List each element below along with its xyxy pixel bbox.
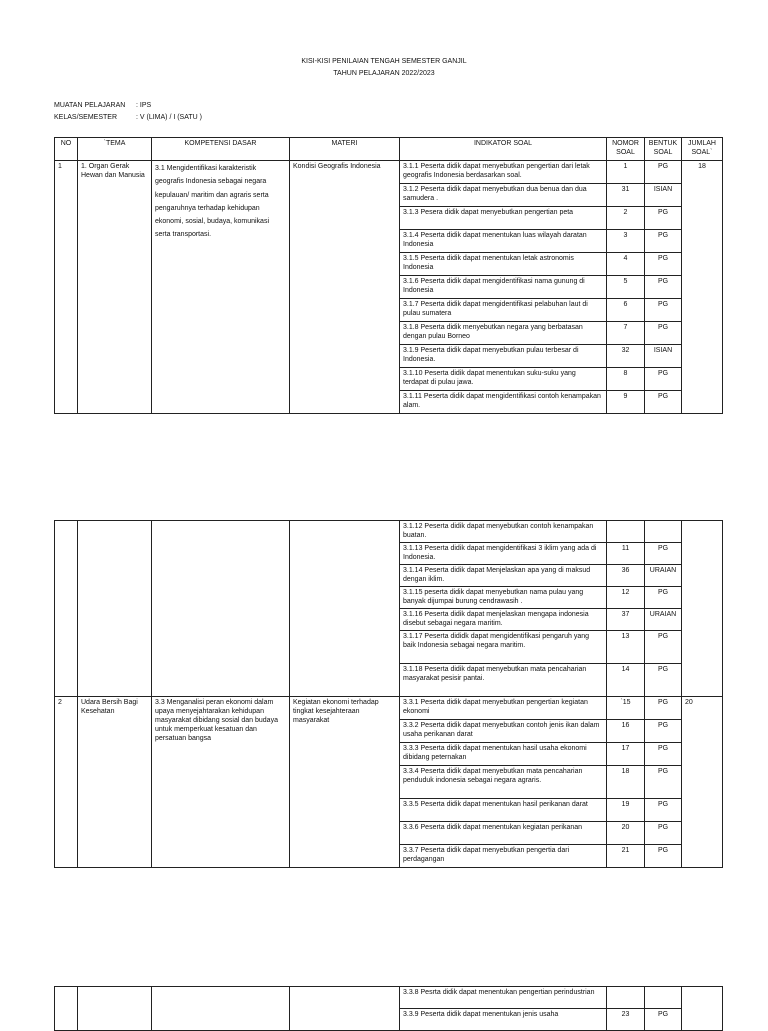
cell-tema: Udara Bersih Bagi Kesehatan: [78, 697, 152, 868]
cell-nomor-soal: 8: [607, 368, 645, 391]
table-row: [55, 697, 723, 720]
cell-indikator: 3.1.8 Peserta didik menyebutkan negara yang berbatasan dengan pulau Borneo: [400, 322, 607, 345]
cell-indikator: 3.1.5 Peserta didik dapat menentukan letak astronomis Indonesia: [400, 253, 607, 276]
cell-bentuk-soal: PG: [645, 631, 682, 664]
cell-nomor-soal: 9: [607, 391, 645, 414]
cell-indikator: 3.3.9 Peserta didik dapat menentukan jenis usaha: [400, 1009, 607, 1031]
cell-nomor-soal: 11: [607, 543, 645, 565]
cell-kompetensi-dasar: 3.1 Mengidentifikasi karakteristik geografis Indonesia sebagai negara kepulauan/ maritim dan agraris serta pengaruhnya terhadap kehidupan ekonomi, sosial, budaya, komunikasi serta transportasi.: [152, 161, 290, 414]
cell-bentuk-soal: ISIAN: [645, 184, 682, 207]
muatan-label: MUATAN PELAJARAN: [54, 102, 126, 109]
cell-bentuk-soal: PG: [645, 543, 682, 565]
cell-indikator: 3.1.15 peserta didik dapat menyebutkan nama pulau yang banyak dijumpai burung cendrawasih .: [400, 587, 607, 609]
cell-bentuk-soal: PG: [645, 720, 682, 743]
cell-nomor-soal: 12: [607, 587, 645, 609]
cell-nomor-soal: 21: [607, 845, 645, 868]
col-header-indikator: INDIKATOR SOAL: [400, 138, 607, 161]
cell-indikator: 3.3.5 Peserta didik dapat menentukan hasil perikanan darat: [400, 799, 607, 822]
cell-nomor-soal: 20: [607, 822, 645, 845]
cell-nomor-soal: 23: [607, 1009, 645, 1031]
cell-indikator: 3.1.10 Peserta didik dapat menentukan suku-suku yang terdapat di pulau jawa.: [400, 368, 607, 391]
cell-nomor-soal: 2: [607, 207, 645, 230]
cell-bentuk-soal: PG: [645, 230, 682, 253]
col-header-no: NO: [55, 138, 78, 161]
cell-materi: Kegiatan ekonomi terhadap tingkat kesejahteraan masyarakat: [290, 697, 400, 868]
cell-indikator: 3.3.2 Peserta didik dapat menyebutkan contoh jenis ikan dalam usaha perikanan darat: [400, 720, 607, 743]
meta-muatan: [54, 101, 151, 110]
cell-no: [55, 521, 78, 697]
meta-kelas: [54, 113, 202, 122]
cell-nomor-soal: 16: [607, 720, 645, 743]
cell-indikator: 3.1.12 Peserta didik dapat menyebutkan contoh kenampakan buatan.: [400, 521, 607, 543]
cell-bentuk-soal: PG: [645, 697, 682, 720]
kisi-table-page-1: [54, 137, 723, 414]
cell-nomor-soal: 31: [607, 184, 645, 207]
cell-materi: [290, 521, 400, 697]
cell-bentuk-soal: PG: [645, 391, 682, 414]
cell-nomor-soal: 13: [607, 631, 645, 664]
cell-nomor-soal: 36: [607, 565, 645, 587]
cell-bentuk-soal: ISIAN: [645, 345, 682, 368]
cell-bentuk-soal: PG: [645, 1009, 682, 1031]
cell-nomor-soal: 3: [607, 230, 645, 253]
table-header-row: [55, 138, 723, 161]
cell-bentuk-soal: PG: [645, 207, 682, 230]
kelas-label: KELAS/SEMESTER: [54, 114, 118, 121]
cell-indikator: 3.1.11 Peserta didik dapat mengidentifikasi contoh kenampakan alam.: [400, 391, 607, 414]
document-title: KISI-KISI PENILAIAN TENGAH SEMESTER GANJIL: [301, 58, 467, 65]
cell-indikator: 3.1.13 Peserta didik dapat mengidentifikasi 3 iklim yang ada di Indonesia.: [400, 543, 607, 565]
cell-bentuk-soal: PG: [645, 766, 682, 799]
cell-bentuk-soal: PG: [645, 845, 682, 868]
cell-bentuk-soal: PG: [645, 322, 682, 345]
col-header-kd: KOMPETENSI DASAR: [152, 138, 290, 161]
cell-indikator: 3.3.1 Peserta didik dapat menyebutkan pengertian kegiatan ekonomi: [400, 697, 607, 720]
cell-jumlah-soal: 20: [682, 697, 723, 868]
cell-nomor-soal: 17: [607, 743, 645, 766]
cell-indikator: 3.1.16 Peserta didik dapat menjelaskan mengapa indonesia disebut sebagai negara maritim.: [400, 609, 607, 631]
cell-nomor-soal: [607, 987, 645, 1009]
cell-bentuk-soal: PG: [645, 253, 682, 276]
cell-bentuk-soal: PG: [645, 161, 682, 184]
table-row: [55, 521, 723, 543]
cell-jumlah-soal: [682, 521, 723, 697]
cell-nomor-soal: 5: [607, 276, 645, 299]
cell-bentuk-soal: [645, 987, 682, 1009]
kisi-table-page-3: [54, 986, 723, 1031]
cell-nomor-soal: 6: [607, 299, 645, 322]
cell-nomor-soal: [607, 521, 645, 543]
cell-nomor-soal: `15: [607, 697, 645, 720]
col-header-tema: `TEMA: [78, 138, 152, 161]
cell-bentuk-soal: URAIAN: [645, 609, 682, 631]
col-header-materi: MATERI: [290, 138, 400, 161]
cell-bentuk-soal: PG: [645, 664, 682, 697]
col-header-nomor: NOMOR SOAL: [607, 138, 645, 161]
cell-bentuk-soal: [645, 521, 682, 543]
table-row: [55, 161, 723, 184]
muatan-value: : IPS: [136, 102, 152, 109]
cell-nomor-soal: 19: [607, 799, 645, 822]
cell-nomor-soal: 4: [607, 253, 645, 276]
cell-bentuk-soal: URAIAN: [645, 565, 682, 587]
cell-indikator: 3.3.3 Peserta didik dapat menentukan hasil usaha ekonomi dibidang peternakan: [400, 743, 607, 766]
cell-bentuk-soal: PG: [645, 299, 682, 322]
cell-indikator: 3.1.17 Peserta dididk dapat mengidentifikasi pengaruh yang baik Indonesia sebagai negara maritim.: [400, 631, 607, 664]
cell-indikator: 3.3.4 Peserta didik dapat menyebutkan mata pencaharian penduduk indonesia sebagai negara agraris.: [400, 766, 607, 799]
cell-kompetensi-dasar: 3.3 Menganalisi peran ekonomi dalam upaya menyejahtarakan kehidupan masyarakat dibidang sosial dan budaya untuk memperkuat kesatuan dan persatuan bangsa: [152, 697, 290, 868]
cell-tema: [78, 521, 152, 697]
cell-nomor-soal: 1: [607, 161, 645, 184]
document-subtitle: TAHUN PELAJARAN 2022/2023: [333, 70, 435, 77]
cell-bentuk-soal: PG: [645, 368, 682, 391]
cell-bentuk-soal: PG: [645, 587, 682, 609]
cell-indikator: 3.3.8 Pesrta didik dapat menentukan pengertian perindustrian: [400, 987, 607, 1009]
cell-indikator: 3.1.7 Peserta didik dapat mengidentifikasi pelabuhan laut di pulau sumatera: [400, 299, 607, 322]
cell-indikator: 3.1.6 Peserta didik dapat mengidentifikasi nama gunung di Indonesia: [400, 276, 607, 299]
cell-nomor-soal: 32: [607, 345, 645, 368]
kelas-value: : V (LIMA) / I (SATU ): [136, 114, 202, 121]
cell-nomor-soal: 14: [607, 664, 645, 697]
cell-nomor-soal: 7: [607, 322, 645, 345]
col-header-bentuk: BENTUK SOAL: [645, 138, 682, 161]
table-row: [55, 987, 723, 1009]
cell-nomor-soal: 37: [607, 609, 645, 631]
kisi-table-page-2: [54, 520, 723, 868]
cell-indikator: 3.1.18 Peserta didik dapat menyebutkan mata pencaharian masyarakat pesisir pantai.: [400, 664, 607, 697]
cell-indikator: 3.1.1 Peserta didik dapat menyebutkan pengertian dari letak geografis Indonesia berdasarkan soal.: [400, 161, 607, 184]
cell-indikator: 3.1.9 Peserta didik dapat menyebutkan pulau terbesar di Indonesia.: [400, 345, 607, 368]
cell-indikator: 3.1.3 Pesera didik dapat menyebutkan pengertian peta: [400, 207, 607, 230]
cell-kompetensi-dasar: [152, 521, 290, 697]
cell-bentuk-soal: PG: [645, 799, 682, 822]
cell-nomor-soal: 18: [607, 766, 645, 799]
cell-jumlah-soal: 18: [682, 161, 723, 414]
cell-indikator: 3.1.14 Peserta didik dapat Menjelaskan apa yang di maksud dengan iklim.: [400, 565, 607, 587]
cell-no: 2: [55, 697, 78, 868]
cell-indikator: 3.3.7 Peserta didik dapat menyebutkan pengertia dari perdagangan: [400, 845, 607, 868]
col-header-jumlah: JUMLAH SOAL`: [682, 138, 723, 161]
document-header: [0, 56, 768, 80]
cell-bentuk-soal: PG: [645, 743, 682, 766]
cell-indikator: 3.1.4 Peserta didik dapat menentukan luas wilayah daratan Indonesia: [400, 230, 607, 253]
cell-tema: 1. Organ Gerak Hewan dan Manusia: [78, 161, 152, 414]
cell-no: 1: [55, 161, 78, 414]
cell-indikator: 3.3.6 Peserta didik dapat menentukan kegiatan perikanan: [400, 822, 607, 845]
cell-indikator: 3.1.2 Peserta didik dapat menyebutkan dua benua dan dua samudera .: [400, 184, 607, 207]
cell-bentuk-soal: PG: [645, 822, 682, 845]
cell-bentuk-soal: PG: [645, 276, 682, 299]
cell-materi: Kondisi Geografis Indonesia: [290, 161, 400, 414]
